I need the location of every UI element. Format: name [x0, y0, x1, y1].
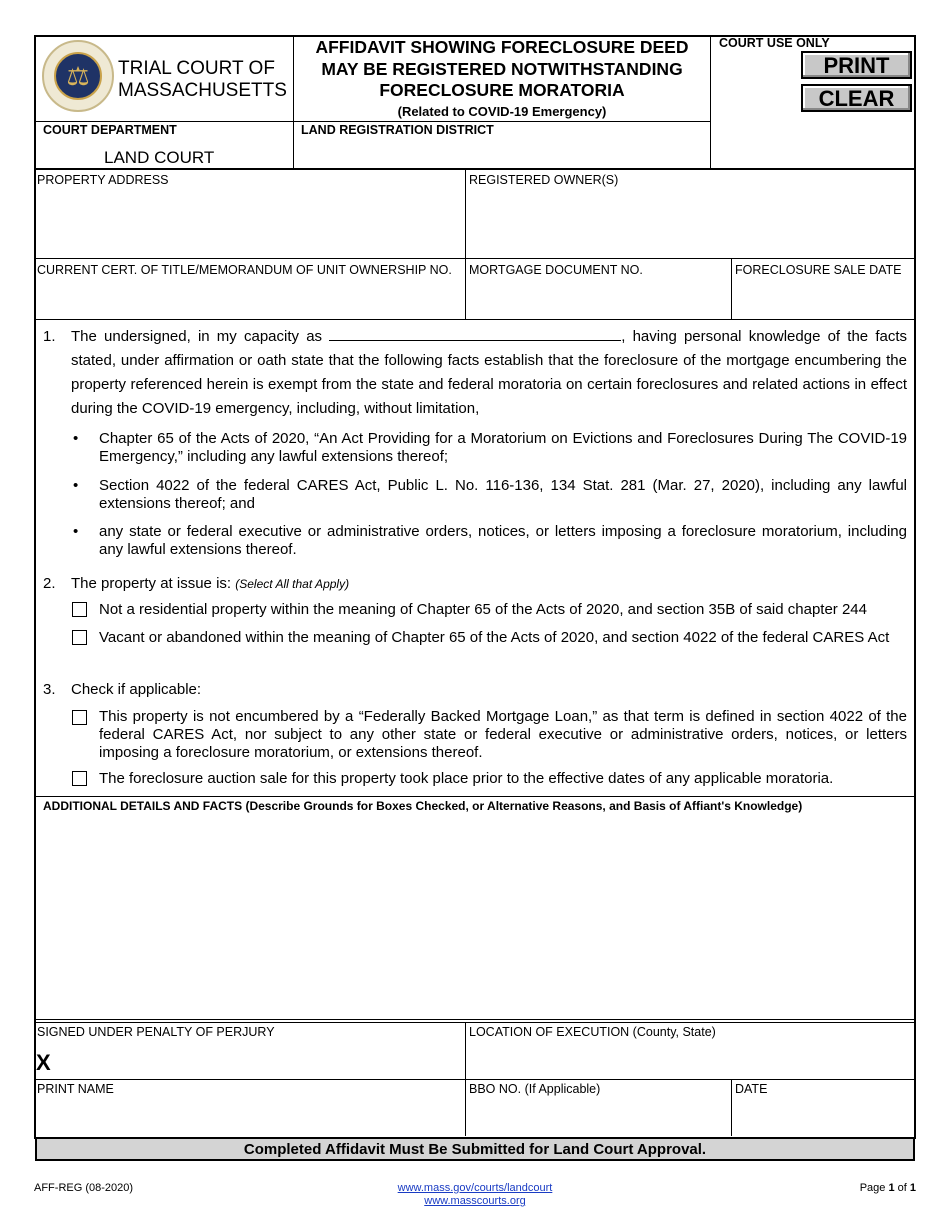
date-input[interactable] — [733, 1097, 914, 1135]
form-subtitle: (Related to COVID-19 Emergency) — [397, 104, 607, 119]
checkbox-vacant-abandoned[interactable] — [72, 630, 87, 645]
section-3-text: Check if applicable: — [71, 681, 202, 698]
divider — [34, 1022, 916, 1023]
checkbox-sale-prior[interactable] — [72, 771, 87, 786]
print-name-input[interactable] — [36, 1097, 464, 1135]
scales-icon: ⚖ — [54, 52, 102, 100]
submission-banner: Completed Affidavit Must Be Submitted for Land Court Approval. — [35, 1137, 915, 1161]
signature-x-mark: X — [36, 1050, 51, 1075]
checkbox-non-residential[interactable] — [72, 602, 87, 617]
page-indicator — [760, 1182, 916, 1194]
cert-title-input[interactable] — [36, 278, 464, 318]
section-1-text — [71, 325, 907, 421]
option-sale-prior: The foreclosure auction sale for this property took place prior to the effective dates of any applicable moratoria. — [99, 770, 834, 787]
divider — [710, 35, 711, 168]
divider — [293, 35, 294, 168]
bullet-icon: • — [73, 477, 79, 494]
bullet-icon: • — [73, 523, 79, 540]
foreclosure-date-label: FORECLOSURE SALE DATE — [735, 263, 902, 277]
property-address-label: PROPERTY ADDRESS — [37, 173, 169, 187]
divider — [34, 1079, 916, 1080]
divider — [731, 1079, 732, 1136]
page-mid: of — [894, 1182, 910, 1194]
divider — [34, 1019, 916, 1020]
court-seal-logo — [42, 40, 114, 112]
property-address-input[interactable] — [36, 188, 464, 256]
section-2-text: The property at issue is: — [71, 575, 232, 592]
footer-links — [325, 1182, 625, 1208]
form-id: AFF-REG (08-2020) — [34, 1182, 134, 1194]
additional-details-label: ADDITIONAL DETAILS AND FACTS (Describe Grounds for Boxes Checked, or Alternative Reasons, and Basis of Affiant's Knowledge) — [43, 799, 803, 813]
section-1-text-before: The undersigned, in my capacity as — [71, 328, 323, 345]
divider — [465, 169, 466, 320]
clear-button[interactable]: CLEAR — [801, 84, 912, 112]
print-name-label: PRINT NAME — [37, 1082, 114, 1096]
divider — [34, 168, 916, 170]
print-button[interactable]: PRINT — [801, 51, 912, 79]
divider — [34, 319, 916, 320]
land-registration-district-label: LAND REGISTRATION DISTRICT — [301, 123, 494, 137]
court-name: TRIAL COURT OF MASSACHUSETTS — [118, 58, 287, 101]
section-2-note: (Select All that Apply) — [235, 577, 350, 591]
location-of-execution-label: LOCATION OF EXECUTION (County, State) — [469, 1025, 716, 1039]
divider — [34, 121, 710, 122]
bbo-number-input[interactable] — [467, 1097, 729, 1135]
divider — [34, 796, 916, 797]
signature-input[interactable] — [60, 1041, 463, 1077]
bbo-number-label: BBO NO. (If Applicable) — [469, 1082, 601, 1096]
registered-owners-input[interactable] — [467, 188, 914, 256]
mortgage-doc-input[interactable] — [467, 278, 729, 318]
registered-owners-label: REGISTERED OWNER(S) — [469, 173, 619, 187]
title-line-1: AFFIDAVIT SHOWING FORECLOSURE DEED — [315, 37, 689, 57]
bullet-item: any state or federal executive or administrative orders, notices, or letters imposing a foreclosure moratorium, including any lawful extensions thereof. — [99, 523, 907, 558]
signed-under-penalty-label: SIGNED UNDER PENALTY OF PERJURY — [37, 1025, 275, 1039]
form-title — [296, 37, 708, 102]
court-department-value: LAND COURT — [104, 148, 215, 167]
court-use-only-label: COURT USE ONLY — [719, 36, 830, 50]
option-non-residential: Not a residential property within the meaning of Chapter 65 of the Acts of 2020, and section 35B of said chapter 244 — [99, 601, 867, 618]
section-1-text-after: , having personal knowledge of the facts stated, under affirmation or oath state that the following facts establish that the foreclosure of the mortgage encumbering the property referenced herein is exempt from the state and federal moratoria on certain foreclosures and related actions in effect during the COVID-19 emergency, including, without limitation, — [71, 328, 907, 417]
land-court-link[interactable]: www.mass.gov/courts/landcourt — [397, 1182, 553, 1194]
bullet-item: Chapter 65 of the Acts of 2020, “An Act Providing for a Moratorium on Evictions and Foreclosures During The COVID-19 Emergency,” including any lawful extensions thereof; — [99, 430, 907, 465]
section-2-heading — [71, 575, 771, 593]
location-of-execution-input[interactable] — [467, 1041, 914, 1077]
bullet-item: Section 4022 of the federal CARES Act, Public L. No. 116-136, 134 Stat. 281 (Mar. 27, 2020), including any lawful extensions thereof; and — [99, 477, 907, 512]
title-line-3: FORECLOSURE MORATORIA — [379, 80, 625, 100]
page-number: 1 — [888, 1182, 895, 1194]
court-department-label: COURT DEPARTMENT — [43, 123, 177, 137]
checkbox-not-federally-backed[interactable] — [72, 710, 87, 725]
page-total: 1 — [909, 1182, 916, 1194]
section-3-number: 3. — [43, 681, 56, 698]
divider — [731, 258, 732, 320]
masscourts-link[interactable]: www.masscourts.org — [424, 1195, 526, 1207]
section-2-number: 2. — [43, 575, 56, 592]
date-label: DATE — [735, 1082, 768, 1096]
page-prefix: Page — [859, 1182, 889, 1194]
foreclosure-date-input[interactable] — [733, 278, 914, 318]
divider — [34, 258, 916, 259]
bullet-icon: • — [73, 430, 79, 447]
cert-title-label: CURRENT CERT. OF TITLE/MEMORANDUM OF UNIT OWNERSHIP NO. — [37, 263, 452, 277]
title-line-2: MAY BE REGISTERED NOTWITHSTANDING — [321, 58, 683, 79]
section-1-number: 1. — [43, 328, 56, 345]
option-vacant-abandoned: Vacant or abandoned within the meaning of Chapter 65 of the Acts of 2020, and section 4022 of the federal CARES Act — [99, 629, 890, 646]
additional-details-input[interactable] — [36, 815, 914, 1018]
option-not-federally-backed: This property is not encumbered by a “Federally Backed Mortgage Loan,” as that term is defined in section 4022 of the federal CARES Act, nor subject to any other state or federal executive or administrative orders, notices, or letters imposing a foreclosure moratorium, or extensions thereof. — [99, 708, 907, 761]
capacity-input[interactable] — [329, 326, 621, 341]
mortgage-doc-label: MORTGAGE DOCUMENT NO. — [469, 263, 643, 277]
